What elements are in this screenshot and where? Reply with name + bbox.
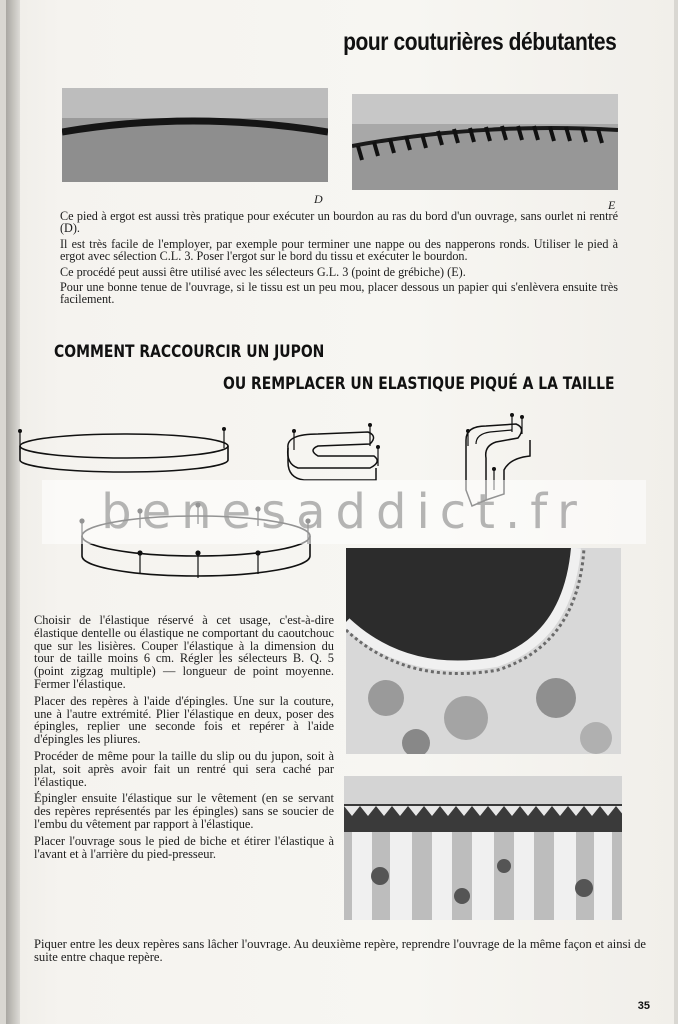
photo-gathered-waistband bbox=[344, 776, 622, 920]
photo-d-satin-stitch-edge bbox=[62, 88, 328, 182]
section-heading-line-1: COMMENT RACCOURCIR UN JUPON bbox=[54, 342, 325, 362]
photo-e-zigzag-edge bbox=[352, 94, 618, 190]
intro-paragraph-3: Ce procédé peut aussi être utilisé avec les sélecteurs G.L. 3 (point de grébiche) (E). bbox=[60, 264, 466, 279]
book-page bbox=[6, 0, 674, 1024]
instruction-paragraph-1: Choisir de l'élastique réservé à cet usage, c'est-à-dire élastique dentelle ou élastique ne comportant du caoutchouc que sur les lisières. Couper l'élastique à la dimension du tour de taille moins 6 cm. Régler les sélecteurs B. Q. 5 (point zigzag multiple) — longueur de point moyenne. Fermer l'élastique. bbox=[34, 613, 334, 691]
closing-paragraph: Piquer entre les deux repères sans lâcher l'ouvrage. Au deuxième repère, reprendre l'ouvrage de la même façon et ainsi de suite entre chaque repère. bbox=[34, 937, 646, 964]
instruction-column bbox=[34, 614, 334, 864]
label-e: E bbox=[608, 198, 616, 212]
watermark: benesaddict.fr bbox=[42, 480, 646, 544]
page-spine-shadow bbox=[6, 0, 20, 1024]
illustration-elastic-ring bbox=[14, 424, 234, 484]
intro-text bbox=[60, 210, 618, 309]
instruction-paragraph-2: Placer des repères à l'aide d'épingles. Une sur la couture, une à l'autre extrémité. Plier l'élastique en deux, poser des épingles, replier une seconde fois et repérer à l'aide d'épingles les pliures. bbox=[34, 693, 334, 747]
instruction-paragraph-3: Procéder de même pour la taille du slip ou du jupon, soit à plat, soit après avoir fait un rentré qui sera caché par l'élastique. bbox=[34, 748, 334, 789]
section-heading-line-2: OU REMPLACER UN ELASTIQUE PIQUÉ A LA TAILLE bbox=[223, 374, 615, 394]
photo-lace-elastic-on-slip bbox=[346, 548, 621, 754]
intro-paragraph-1: Ce pied à ergot est aussi très pratique pour exécuter un bourdon au ras du bord d'un ouvrage, sans ourlet ni rentré (D). bbox=[60, 209, 618, 236]
instruction-paragraph-5: Placer l'ouvrage sous le pied de biche et étirer l'élastique à l'avant et à l'arrière du pied-presseur. bbox=[34, 833, 334, 861]
intro-paragraph-4: Pour une bonne tenue de l'ouvrage, si le tissu est un peu mou, placer dessous un papier qui s'enlèvera ensuite très facilement. bbox=[60, 280, 618, 307]
label-d: D bbox=[314, 192, 323, 206]
intro-paragraph-2: Il est très facile de l'employer, par exemple pour terminer une nappe ou des napperons ronds. Utiliser le pied à ergot avec sélection C.L. 3. Poser l'ergot sur le bord du tissu et exécuter le bourdon. bbox=[60, 236, 618, 264]
page-number: 35 bbox=[637, 1000, 650, 1012]
page-title: pour couturières débutantes bbox=[342, 28, 616, 56]
instruction-paragraph-4: Épingler ensuite l'élastique sur le vêtement (en se servant des repères représentés par les épingles) sans se soucier de l'embu du vêtement par rapport à l'élastique. bbox=[34, 791, 334, 831]
